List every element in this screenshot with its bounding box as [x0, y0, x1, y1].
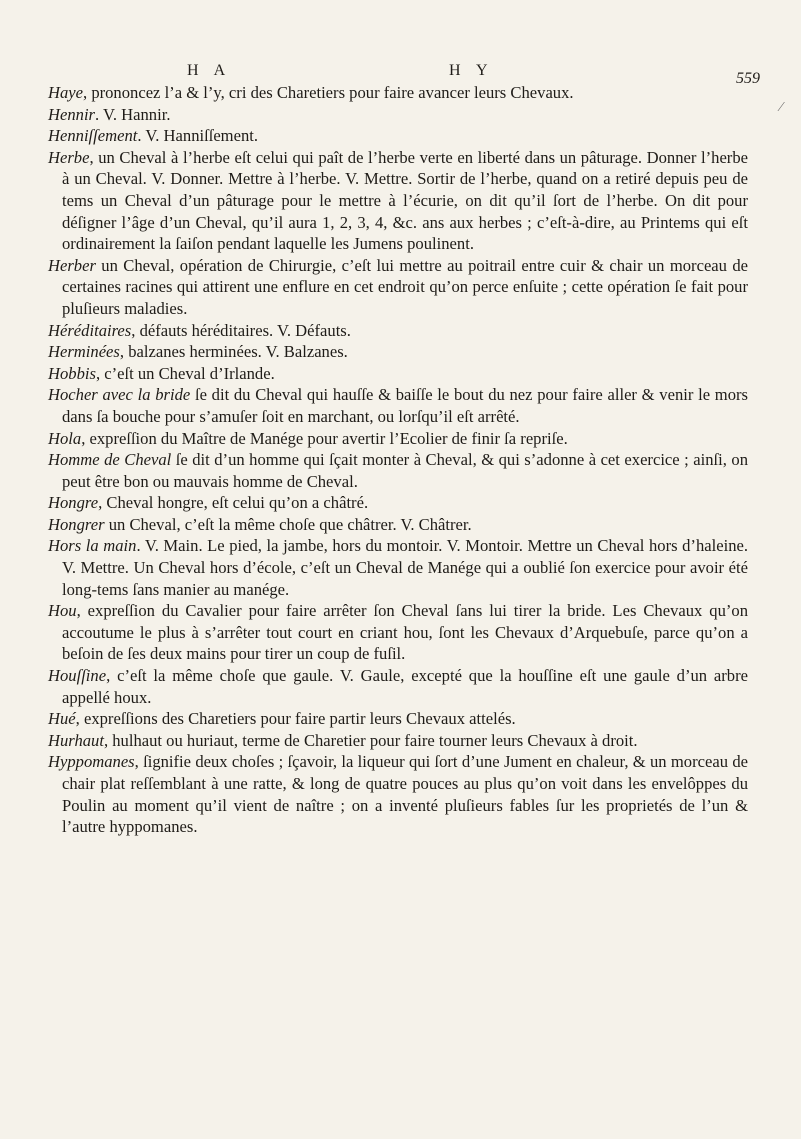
entry-body: . V. Hannir.	[95, 104, 171, 124]
entry-term: Herbe	[48, 147, 90, 167]
entry-term: Hola	[48, 428, 82, 448]
entry-body: . V. Hanniſſement.	[137, 126, 259, 146]
entry-body: un Cheval, opération de Chirurgie, c’eſt lui mettre au poitrail entre cuir & chair un morceau de certaines racines qui attirent une enflure en cet endroit qu’on perce enſuite ; cette opération ſe fait pour pluſieurs maladies.	[62, 255, 748, 318]
entry-body: , c’eſt la même choſe que gaule. V. Gaule, excepté que la houſſine eſt une gaule d’un arbre appellé houx.	[62, 666, 748, 707]
running-head	[0, 62, 801, 87]
entry-body: ſe dit du Cheval qui hauſſe & baiſſe le bout du nez pour faire aller & venir le mors dans ſa bouche pour s’amuſer ſoit en marchant, ou lorſqu’il eſt arrêté.	[62, 385, 748, 426]
entry-body: . V. Main. Le pied, la jambe, hors du montoir. V. Montoir. Mettre un Cheval hors d’haleine. V. Mettre. Un Cheval hors d’école, c’eſt un Cheval de Manége qui a oublié ſon exercice pour avoir été long-tems ſans manier au manége.	[62, 536, 749, 599]
entry	[48, 104, 748, 126]
running-head-left: H A	[187, 62, 232, 79]
entry	[48, 730, 748, 752]
entry	[48, 492, 748, 514]
entry-term: Houſſine	[48, 666, 107, 686]
entry	[48, 428, 748, 450]
entry-term: Henniſſement	[48, 126, 138, 146]
running-head-right: H Y	[449, 62, 494, 79]
entry-term: Hors la main	[48, 536, 137, 556]
page-number: 559	[736, 70, 760, 87]
entry	[48, 449, 748, 492]
entry-body: un Cheval, c’eſt la même choſe que châtrer. V. Châtrer.	[104, 514, 472, 534]
entry-body: , un Cheval à l’herbe eſt celui qui paît de l’herbe verte en liberté dans un pâturage. Donner l’herbe à un Cheval. V. Donner. Mettre à l’herbe. V. Mettre. Sortir de l’herbe, quand on a retiré depuis peu de tems un Cheval d’un pâturage pour le mettre à l’écurie, on dit qu’il ſort de l’herbe. On dit pour déſigner l’âge d’un Cheval, qu’il aura 1, 2, 3, 4, &c. ans aux herbes ; c’eſt-à-dire, au Printems qui eſt ordinairement la ſaiſon pendant laquelle les Jumens poulinent.	[62, 147, 748, 254]
entry-body: , hulhaut ou huriaut, terme de Charetier pour faire tourner leurs Chevaux à droit.	[103, 730, 638, 750]
entry-term: Haye	[48, 83, 84, 102]
entry-body: , ſignifie deux choſes ; ſçavoir, la liqueur qui ſort d’une Jument en chaleur, & un morceau de chair plat reſſemblant à une ratte, & long de quatre pouces au plus qu’on voit dans les envelôppes du Poulin au moment qu’il vient de naître ; on a inventé pluſieurs fables ſur les proprietés de l’un & l’autre hyppomanes.	[62, 752, 748, 837]
entry	[48, 384, 748, 427]
entry-body: , défauts héréditaires. V. Défauts.	[131, 320, 351, 340]
entry-term: Hongrer	[48, 514, 105, 534]
entry-body: , Cheval hongre, eſt celui qu’on a châtré.	[98, 493, 369, 513]
entry	[48, 341, 748, 363]
entry-term: Hocher avec la bride	[48, 385, 191, 405]
entry	[48, 535, 748, 600]
entry	[48, 147, 748, 255]
entry-term: Hongre	[48, 493, 99, 513]
entry	[48, 82, 748, 104]
entry-body: , c’eſt un Cheval d’Irlande.	[95, 363, 275, 383]
entry	[48, 600, 748, 665]
entry-term: Héréditaires	[48, 320, 132, 340]
entry	[48, 125, 748, 147]
entry-body: , expreſſions des Charetiers pour faire partir leurs Chevaux attelés.	[75, 709, 516, 729]
entry-term: Hyppomanes	[48, 752, 135, 772]
entry-term: Hobbis	[48, 363, 96, 383]
entry	[48, 363, 748, 385]
entry-body: ſe dit d’un homme qui ſçait monter à Cheval, & qui s’adonne à cet exercice ; ainſi, on peut être bon ou mauvais homme de Cheval.	[62, 450, 748, 491]
entry-body: , prononcez l’a & l’y, cri des Charetiers pour faire avancer leurs Chevaux.	[83, 83, 574, 102]
entry	[48, 751, 748, 837]
entry-term: Herber	[48, 255, 96, 275]
entry	[48, 665, 748, 708]
dictionary-text	[48, 82, 748, 838]
entry-body: , balzanes herminées. V. Balzanes.	[119, 342, 348, 362]
entry	[48, 255, 748, 320]
entry-term: Hennir	[48, 104, 96, 124]
entry	[48, 708, 748, 730]
entry-term: Hué	[48, 709, 76, 729]
entry	[48, 514, 748, 536]
entry-term: Homme de Cheval	[48, 450, 172, 470]
edge-mark: ⁄	[780, 100, 783, 115]
entry-term: Hurhaut	[48, 730, 104, 750]
entry-term: Herminées	[48, 342, 120, 362]
entry	[48, 320, 748, 342]
entry-body: , expreſſion du Cavalier pour faire arrêter ſon Cheval ſans lui tirer la bride. Les Chevaux qu’on accoutume le plus à s’arrêter tout court en criant hou, ſont les Chevaux d’Arquebuſe, parce qu’on a beſoin de ſes deux mains pour tirer un coup de fuſil.	[62, 601, 748, 664]
entry-body: , expreſſion du Maître de Manége pour avertir l’Ecolier de finir ſa repriſe.	[81, 428, 568, 448]
entry-term: Hou	[48, 601, 77, 621]
